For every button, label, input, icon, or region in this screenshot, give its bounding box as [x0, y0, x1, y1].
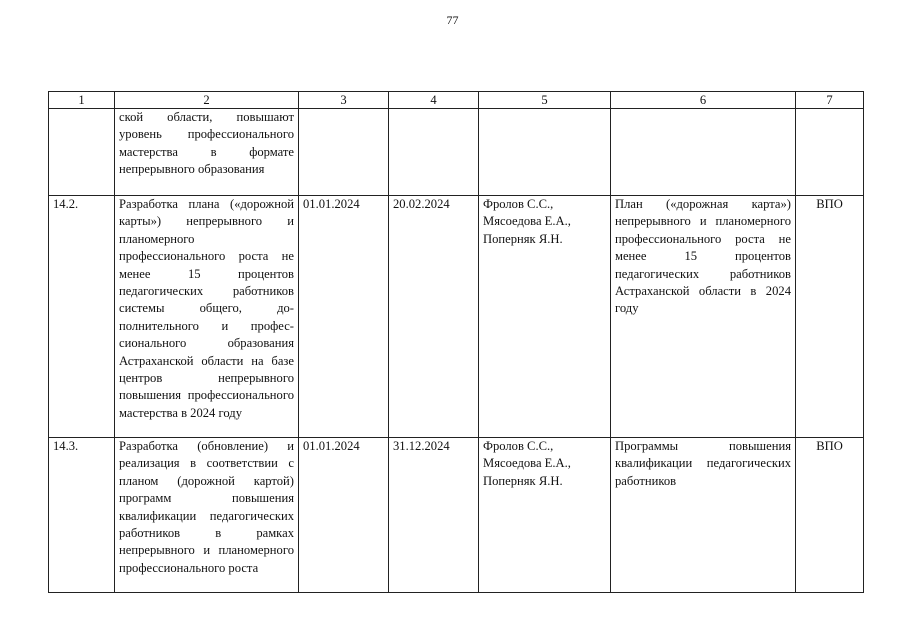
- funding-cell: ВПО: [796, 438, 864, 593]
- responsible-cell: [479, 109, 611, 196]
- column-header: 7: [796, 92, 864, 109]
- event-cell: ской области, повышают уровень профессионального мастерства в формате непрерывного образования: [115, 109, 299, 196]
- column-header: 1: [49, 92, 115, 109]
- table-row: [49, 196, 864, 438]
- result-cell: [611, 109, 796, 196]
- end-date-cell: [389, 109, 479, 196]
- column-header: 5: [479, 92, 611, 109]
- item-number-cell: 14.3.: [49, 438, 115, 593]
- column-header: 4: [389, 92, 479, 109]
- plan-table: [48, 91, 864, 593]
- column-header: 3: [299, 92, 389, 109]
- start-date-cell: 01.01.2024: [299, 438, 389, 593]
- result-cell: Программы повышения квалификации педагогических работников: [611, 438, 796, 593]
- column-header: 6: [611, 92, 796, 109]
- responsible-cell: Фролов С.С., Мясоедова Е.А., Поперняк Я.Н.: [479, 196, 611, 438]
- item-number-cell: [49, 109, 115, 196]
- end-date-cell: 31.12.2024: [389, 438, 479, 593]
- start-date-cell: [299, 109, 389, 196]
- column-header: 2: [115, 92, 299, 109]
- table-header-row: [49, 92, 864, 109]
- page-number: 77: [446, 13, 459, 27]
- start-date-cell: 01.01.2024: [299, 196, 389, 438]
- item-number-cell: 14.2.: [49, 196, 115, 438]
- funding-cell: ВПО: [796, 196, 864, 438]
- funding-cell: [796, 109, 864, 196]
- table-row: [49, 438, 864, 593]
- end-date-cell: 20.02.2024: [389, 196, 479, 438]
- responsible-cell: Фролов С.С., Мясоедова Е.А., Поперняк Я.Н.: [479, 438, 611, 593]
- table-row: [49, 109, 864, 196]
- event-cell: Разработка плана («дорожной карты») непрерывного и планомерного профессионального роста не менее 15 процентов педагогических работников системы общего, дополнительного и профессионального образования Астраханской области на базе центров непрерывного повышения профессионального мастерства в 2024 году: [115, 196, 299, 438]
- result-cell: План («дорожная карта») непрерывного и планомерного профессионального роста не менее 15 процентов педагогических работников Астраханской области в 2024 году: [611, 196, 796, 438]
- event-cell: Разработка (обновление) и реализация в соответствии с планом (дорожной картой) программ повышения квалификации педагогических работников в рамках непрерывного и планомерного профессионального роста: [115, 438, 299, 593]
